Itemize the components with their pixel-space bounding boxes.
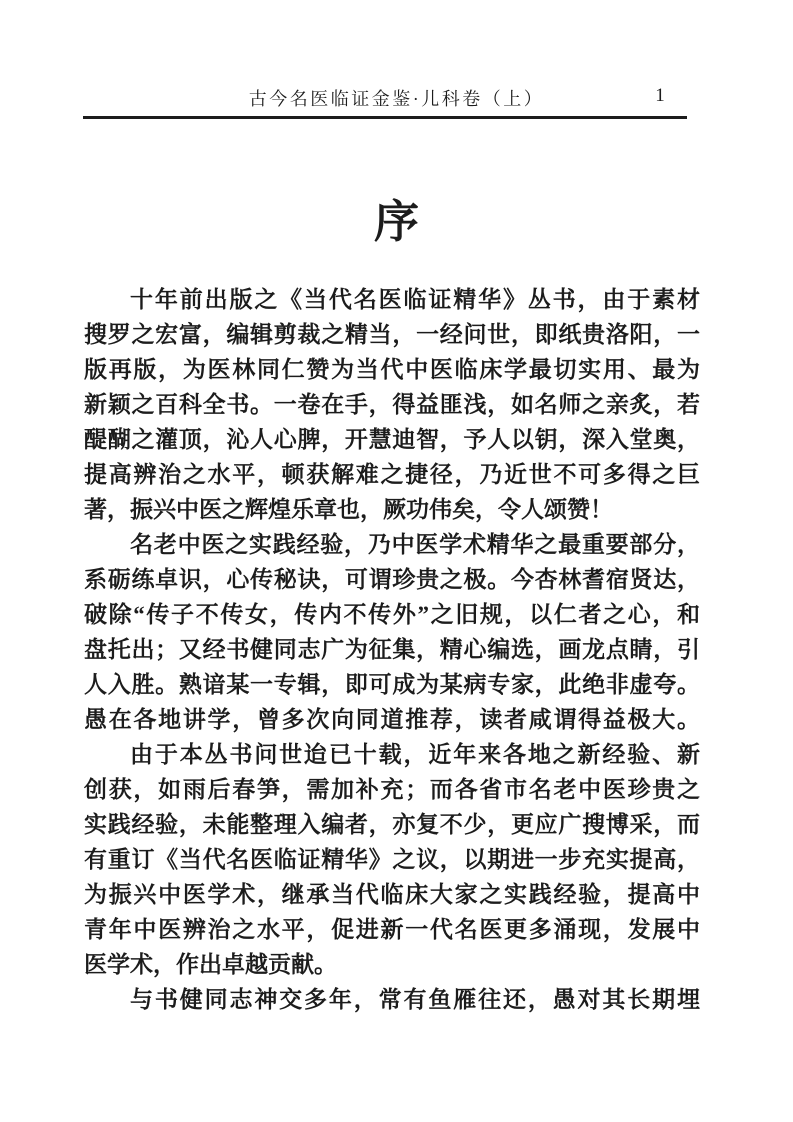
text-line: 青年中医辨治之水平，促进新一代名医更多涌现，发展中: [84, 917, 700, 942]
text-line: 盘托出；又经书健同志广为征集，精心编选，画龙点睛，引: [84, 637, 700, 662]
text-line: 系砺练卓识，心传秘诀，可谓珍贵之极。今杏林耆宿贤达，: [84, 567, 700, 592]
text-line: 搜罗之宏富，编辑剪裁之精当，一经问世，即纸贵洛阳，一: [84, 322, 700, 347]
running-title: 古今名医临证金鉴·儿科卷（上）: [248, 89, 545, 109]
text-line: 与书健同志神交多年，常有鱼雁往还，愚对其长期埋: [130, 987, 700, 1012]
text-line: 提高辨治之水平，顿获解难之捷径，乃近世不可多得之巨: [84, 462, 700, 487]
text-line: 实践经验，未能整理入编者，亦复不少，更应广搜博采，而: [84, 812, 700, 837]
preface-body: [84, 282, 700, 1017]
page-header: [0, 85, 793, 111]
text-line: 新颖之百科全书。一卷在手，得益匪浅，如名师之亲炙，若: [84, 392, 700, 417]
text-line: 由于本丛书问世迨已十载，近年来各地之新经验、新: [130, 742, 700, 767]
text-line: 人入胜。熟谙某一专辑，即可成为某病专家，此绝非虚夸。: [84, 672, 700, 697]
header-rule: [83, 116, 687, 119]
text-line: 医学术，作出卓越贡献。: [84, 952, 337, 977]
text-line: 著，振兴中医之辉煌乐章也，厥功伟矣，令人颂赞！: [84, 497, 613, 522]
text-line: 醍醐之灌顶，沁人心脾，开慧迪智，予人以钥，深入堂奥，: [84, 427, 700, 452]
text-line: 版再版，为医林同仁赞为当代中医临床学最切实用、最为: [84, 357, 700, 382]
text-line: 创获，如雨后春笋，需加补充；而各省市名老中医珍贵之: [84, 777, 700, 802]
text-line: 有重订《当代名医临证精华》之议，以期进一步充实提高，: [84, 847, 700, 872]
page-number: 1: [655, 85, 665, 106]
text-line: 为振兴中医学术，继承当代临床大家之实践经验，提高中: [84, 882, 700, 907]
text-line: 破除“传子不传女，传内不传外”之旧规，以仁者之心，和: [84, 602, 700, 627]
text-line: 名老中医之实践经验，乃中医学术精华之最重要部分，: [130, 532, 700, 557]
text-line: 十年前出版之《当代名医临证精华》丛书，由于素材: [130, 287, 700, 312]
text-line: 愚在各地讲学，曾多次向同道推荐，读者咸谓得益极大。: [84, 707, 700, 732]
section-title: 序: [373, 197, 419, 247]
